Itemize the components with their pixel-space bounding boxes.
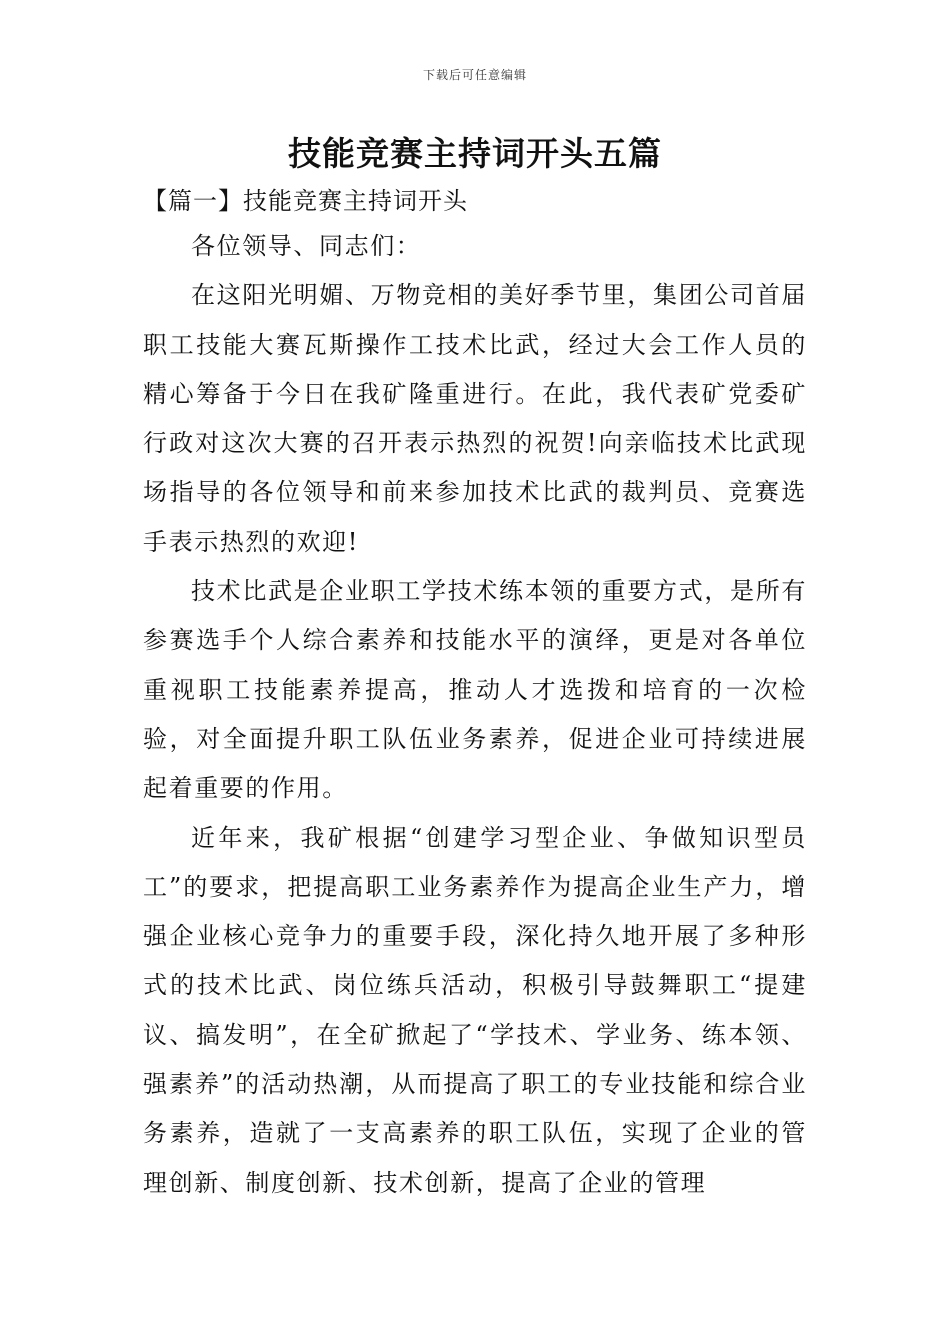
- header-note: 下载后可任意编辑: [422, 68, 527, 82]
- body-paragraph: 技术比武是企业职工学技术练本领的重要方式，是所有参赛选手个人综合素养和技能水平的演绎，更是对各单位重视职工技能素养提高，推动人才选拨和培育的一次检验，对全面提升职工队伍业务素养，促进企业可持续进展起着重要的作用。: [143, 577, 807, 803]
- document-body: [143, 222, 807, 1208]
- body-paragraph: 在这阳光明媚、万物竞相的美好季节里，集团公司首届职工技能大赛瓦斯操作工技术比武，经过大会工作人员的精心筹备于今日在我矿隆重进行。在此，我代表矿党委矿行政对这次大赛的召开表示热烈的祝贺!向亲临技术比武现场指导的各位领导和前来参加技术比武的裁判员、竞赛选手表示热烈的欢迎!: [143, 281, 807, 556]
- document-title: 技能竞赛主持词开头五篇: [288, 134, 662, 173]
- section-heading: 【篇一】技能竞赛主持词开头: [143, 187, 468, 215]
- body-paragraph: 近年来，我矿根据“创建学习型企业、争做知识型员工”的要求，把提高职工业务素养作为提高企业生产力，增强企业核心竞争力的重要手段，深化持久地开展了多种形式的技术比武、岗位练兵活动，积极引导鼓舞职工“提建议、搞发明”，在全矿掀起了“学技术、学业务、练本领、强素养”的活动热潮，从而提高了职工的专业技能和综合业务素养，造就了一支高素养的职工队伍，实现了企业的管理创新、制度创新、技术创新，提高了企业的管理: [143, 823, 807, 1197]
- salutation-paragraph: 各位领导、同志们：: [191, 232, 422, 260]
